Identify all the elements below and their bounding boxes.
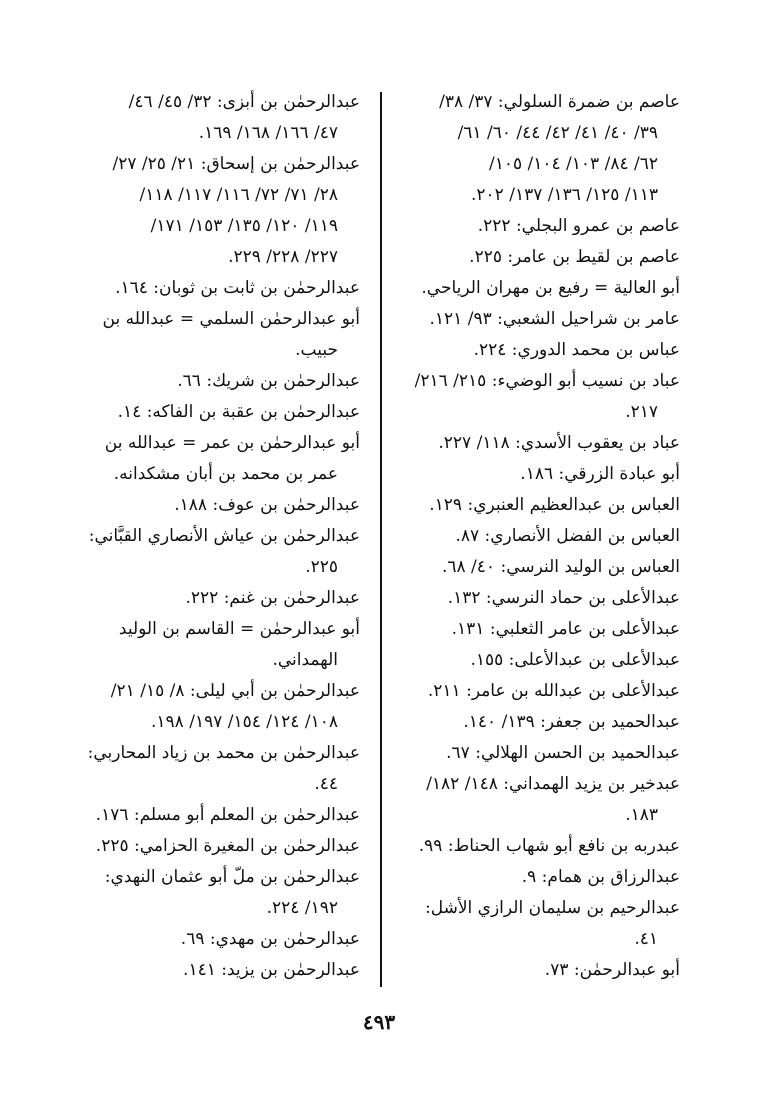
index-entry: عبدالرحمٰن بن عياش الأنصاري القبَّاني:: [88, 526, 360, 546]
index-entry: عبدخير بن يزيد الهمداني: ١٤٨/ ١٨٢/: [426, 774, 680, 794]
index-entry: عبدالرحمٰن بن أبي ليلى: ٨/ ١٥/ ٢١/: [110, 681, 360, 701]
index-entry-continuation: ٤٧/ ١٦٦/ ١٦٨/ ١٦٩.: [198, 123, 338, 143]
index-entry: عباد بن يعقوب الأسدي: ١١٨/ ٢٢٧.: [438, 433, 680, 453]
index-entry: عبدالرحمٰن بن يزيد: ١٤١.: [183, 960, 360, 980]
index-entry-continuation: ٢٨/ ٧١/ ٧٢/ ١١٦/ ١١٧/ ١١٨/: [139, 185, 338, 205]
index-entry: عبدالأعلى بن عبدالله بن عامر: ٢١١.: [427, 681, 680, 701]
index-entry: عبدالأعلى بن حماد النرسي: ١٣٢.: [447, 588, 680, 608]
index-entry: عبدالرحمٰن بن المغيرة الحزامي: ٢٢٥.: [95, 836, 360, 856]
index-entry: عباس بن محمد الدوري: ٢٢٤.: [473, 340, 680, 360]
index-entry-continuation: الهمداني.: [272, 650, 338, 670]
index-entry: عاصم بن عمرو البجلي: ٢٢٢.: [477, 216, 680, 236]
index-entry-continuation: ٢٢٧/ ٢٢٨/ ٢٢٩.: [228, 247, 338, 267]
index-entry: عباد بن نسيب أبو الوضيء: ٢١٥/ ٢١٦/: [414, 371, 680, 391]
index-entry: عبدالرحمٰن بن إسحاق: ٢١/ ٢٥/ ٢٧/: [112, 154, 360, 174]
index-entry-continuation: ٢١٧.: [625, 402, 658, 422]
index-entry: عامر بن شراحيل الشعبي: ٩٣/ ١٢١.: [429, 309, 680, 329]
index-column-left: [70, 87, 360, 986]
index-entry-continuation: ٢٢٥.: [305, 557, 338, 577]
index-entry: عبدالرزاق بن همام: ٩.: [521, 867, 680, 887]
index-entry: عبدالرحمٰن بن المعلم أبو مسلم: ١٧٦.: [95, 805, 360, 825]
index-entry: عبدربه بن نافع أبو شهاب الحناط: ٩٩.: [418, 836, 680, 856]
index-entry-continuation: ١٩٢/ ٢٢٤.: [266, 898, 338, 918]
index-entry: عبدالرحمٰن بن ثابت بن ثوبان: ١٦٤.: [115, 278, 360, 298]
index-entry: أبو العالية = رفيع بن مهران الرياحي.: [421, 278, 680, 298]
index-entry: أبو عبدالرحمٰن بن عمر = عبدالله بن: [104, 433, 360, 453]
column-divider: [380, 92, 382, 987]
index-entry: عبدالحميد بن جعفر: ١٣٩/ ١٤٠.: [463, 712, 680, 732]
index-entry: عبدالرحمٰن بن شريك: ٦٦.: [177, 371, 360, 391]
index-entry-continuation: ١١٩/ ١٢٠/ ١٣٥/ ١٥٣/ ١٧١/: [150, 216, 338, 236]
index-entry-continuation: ١٠٨/ ١٢٤/ ١٥٤/ ١٩٧/ ١٩٨.: [151, 712, 338, 732]
index-entry: عاصم بن لقيط بن عامر: ٢٢٥.: [469, 247, 680, 267]
index-entry: أبو عبدالرحمٰن = القاسم بن الوليد: [118, 619, 360, 639]
index-entry: العباس بن عبدالعظيم العنبري: ١٢٩.: [429, 495, 680, 515]
index-entry: العباس بن الفضل الأنصاري: ٨٧.: [455, 526, 680, 546]
index-entry-continuation: ٤٤.: [314, 774, 338, 794]
page-number: ٤٩٣: [362, 1010, 396, 1034]
index-entry-continuation: ٤١.: [634, 929, 658, 949]
index-entry: عبدالرحمٰن بن محمد بن زياد المحاربي:: [87, 743, 360, 763]
index-entry: أبو عبدالرحمٰن السلمي = عبدالله بن: [102, 309, 360, 329]
index-entry: أبو عبادة الزرقي: ١٨٦.: [520, 464, 680, 484]
index-entry-continuation: ٦٢/ ٨٤/ ١٠٣/ ١٠٤/ ١٠٥/: [488, 154, 658, 174]
index-entry: عبدالرحمٰن بن غنم: ٢٢٢.: [185, 588, 360, 608]
index-entry: عبدالحميد بن الحسن الهلالي: ٦٧.: [446, 743, 680, 763]
index-entry-continuation: ٣٩/ ٤٠/ ٤١/ ٤٢/ ٤٤/ ٦٠/ ٦١/: [457, 123, 658, 143]
index-entry: عبدالرحمٰن بن ملّ أبو عثمان النهدي:: [104, 867, 360, 887]
index-column-right: [374, 87, 680, 986]
index-entry-continuation: ١١٣/ ١٢٥/ ١٣٦/ ١٣٧/ ٢٠٢.: [471, 185, 658, 205]
index-entry: أبو عبدالرحمٰن: ٧٣.: [544, 960, 680, 980]
index-entry: عبدالرحيم بن سليمان الرازي الأشل:: [425, 898, 680, 918]
index-entry-continuation: عمر بن محمد بن أبان مشكدانه.: [113, 464, 338, 484]
index-entry: عبدالرحمٰن بن عوف: ١٨٨.: [174, 495, 360, 515]
index-entry: عبدالرحمٰن بن مهدي: ٦٩.: [180, 929, 360, 949]
index-entry: عبدالأعلى بن عبدالأعلى: ١٥٥.: [470, 650, 680, 670]
index-entry: عبدالأعلى بن عامر الثعلبي: ١٣١.: [451, 619, 680, 639]
index-entry: عبدالرحمٰن بن أبزى: ٣٢/ ٤٥/ ٤٦/: [128, 92, 360, 112]
index-entry: عبدالرحمٰن بن عقبة بن الفاكه: ١٤.: [117, 402, 360, 422]
index-entry-continuation: حبيب.: [295, 340, 338, 360]
index-entry: عاصم بن ضمرة السلولي: ٣٧/ ٣٨/: [439, 92, 680, 112]
index-entry-continuation: ١٨٣.: [625, 805, 658, 825]
index-entry: العباس بن الوليد النرسي: ٤٠/ ٦٨.: [441, 557, 680, 577]
